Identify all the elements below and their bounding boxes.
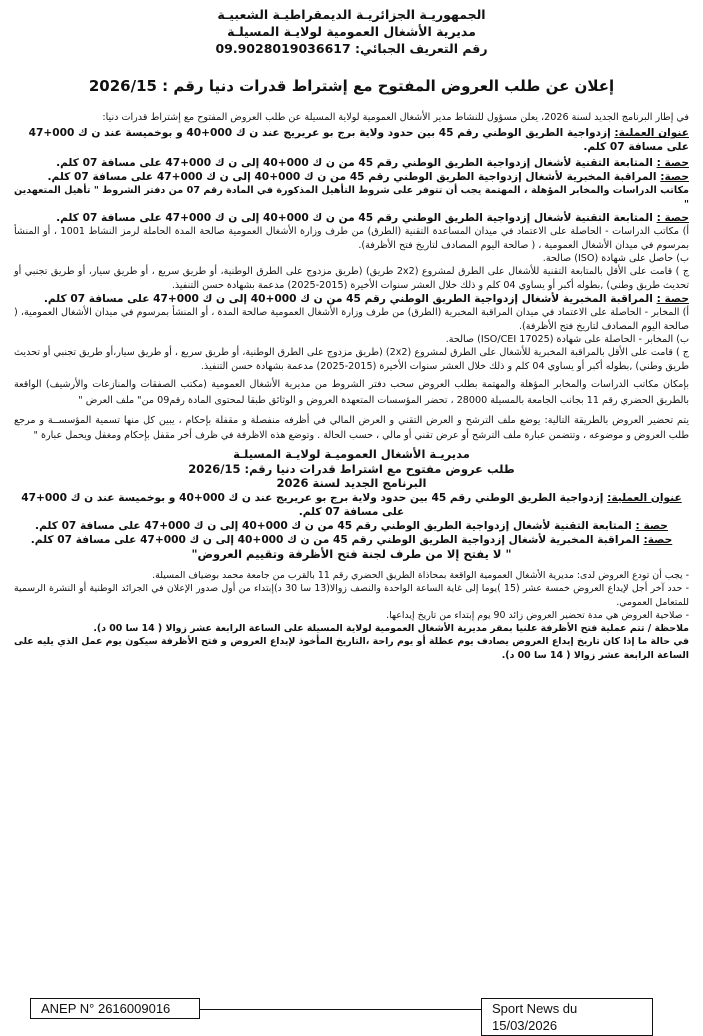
withdraw-paragraph: بإمكان مكاتب الدراسات والمخابر المؤهلة والمهتمة بطلب العروض سحب دفتر الشروط من مديرية الأشغال العمومية (مكتب الصفقات والمنازعات والأرشيف) الواقعة بالطريق الحضري رقم 11 بجانب الجامعة بالمسيلة 28000 ، تحضر المؤسسات المتعهدة العروض و الوثائق طبقا لمحتوى المادة رقم09 من" ملف العرض " <box>14 379 689 407</box>
envelope-directorate: مديريـة الأشغال العموميـة لولايـة المسيلـة <box>233 447 470 462</box>
section-2-title <box>14 292 689 306</box>
section-1-label: حصة : <box>656 212 689 225</box>
lot-1-text: المتابعة التقنية لأشغال إزدواجية الطريق الوطني رقم 45 من ن ك 000+40 إلى ن ك 000+47 على مسافة 07 كلم. <box>56 157 653 170</box>
note-opening: ملاحظة / تتم عملية فتح الأظرفة علنيا بمقر مديرية الأشغال العمومية لولاية المسيلة على الساعة الرابعة عشر زوالا ( 14 سا 00 د). <box>93 623 689 635</box>
section-1-item-a: أ) مكاتب الدراسات - الحاصلة على الاعتماد في ميدان المساعدة التقنية (الطرق) من طرف وزارة الأشغال العمومية صالحة المدة الحاملة لرمز النشاط 1001 ، أو المنشأ بمرسوم في ميدان الأشغال العمومية ، ( صالحة اليوم المصادف لتاريخ فتح الأظرفة). <box>14 226 689 251</box>
republic-title: الجمهوريـة الجزائريـة الديمقراطيـة الشعبيـة <box>217 7 486 22</box>
directorate-name: مديرية الأشغال العمومية لولايـة المسيلـة <box>227 24 476 39</box>
lot-1 <box>14 156 689 170</box>
publication-source: Sport News du 15/03/2026 <box>481 998 653 1036</box>
envelope-block <box>14 447 689 561</box>
envelope-operation-text: إزدواجية الطريق الوطني رقم 45 بين حدود ولاية برج بو عريريج عند ن ك 000+40 و بوخميسة عند ن ك 000+47 على مسافة 07 كلم. <box>21 491 604 518</box>
envelope-closing: " لا يفتح إلا من طرف لجنة فتح الأظرفة وتقييم العروض" <box>191 546 512 561</box>
envelope-paragraph: يتم تحضير العروض بالطريقة التالية: يوضع ملف الترشح و العرض التقني و العرض المالي في أظرفه منفصلة و مقفلة بإحكام ، يبين كل منها تسمية المؤسســة و مرجع طلب العروض و موضوعه ، وتتضمن عبارة ملف الترشح أو عرض تقني أو مالي ، حسب الحالة . وتوضع هذه الاظرفة في ظرف أخر مقفل بإحكام ومغفل ويحمل عبارة " <box>14 415 689 442</box>
footer-divider <box>200 1009 481 1010</box>
document-header <box>14 6 689 57</box>
section-1-item-c: ج ) قامت على الأقل بالمتابعة التقنية للأشغال على الطرق لمشروع (2x2 طريق) (طريق مزدوج على الطرق الوطنية، أو طريق سريع ، أو طريق سيار، أو طريق تجنبي أو تحديث طريق وطني) ,بطوله أكبر أو يساوي 04 كلم و ذلك خلال العشر سنوات الأخيرة (2015-2025) مدعمة بشهادة حسن التنفيذ. <box>14 266 690 291</box>
envelope-lot-1 <box>14 519 689 533</box>
lot-1-label: حصة : <box>656 157 689 170</box>
envelope-program: البرنامج الجديد لسنة 2026 <box>276 476 427 491</box>
section-1-item-b: ب) حاصل على شهادة (ISO) صالحة. <box>542 253 689 265</box>
envelope-tender-ref: طلب عروض مفتوح مع اشتراط قدرات دنيا رقم: 2026/15 <box>188 461 515 476</box>
envelope-operation-label: عنوان العملية: <box>607 491 682 504</box>
section-1-title <box>14 211 689 225</box>
operation-label: عنوان العملية: <box>614 127 689 140</box>
operation-text: إزدواجية الطريق الوطني رقم 45 بين حدود ولاية برج بو عريريج عند ن ك 000+40 و بوخميسة عند ن ك 000+47 على مسافة 07 كلم. <box>28 127 689 154</box>
section-2-item-a: أ) المخابر - الحاصلة على الاعتماد في ميدان المراقبة المخبرية (الطرق) من طرف وزارة الأشغال العمومية صالحة المدة ، أو المنشأ بمرسوم في ميدان الأشغال العمومية، ( صالحة اليوم المصادف لتاريخ فتح الأظرفة). <box>14 307 689 332</box>
envelope-lot-2 <box>14 533 689 547</box>
announcement-body <box>14 111 689 443</box>
operation-title <box>14 126 689 154</box>
envelope-lot-1-label: حصة : <box>635 519 668 532</box>
lot-2 <box>14 170 689 184</box>
lot-2-text: المراقبة المخبرية لأشغال إزدواجية الطريق الوطني رقم 45 من ن ك 000+40 إلى ن ك 000+47 على مسافة 07 كلم. <box>47 171 657 184</box>
envelope-lot-2-text: المراقبة المخبرية لأشغال إزدواجية الطريق الوطني رقم 45 من ن ك 000+40 إلى ن ك 000+47 على مسافة 07 كلم. <box>30 533 640 546</box>
section-1-text: المتابعة التقنية لأشغال إزدواجية الطريق الوطني رقم 45 من ن ك 000+40 إلى ن ك 000+47 على مسافة 07 كلم. <box>56 212 653 225</box>
note-validity: - صلاحية العروض هي مدة تحضير العروض زائد 90 يوم إبتداء من تاريخ إيداعها. <box>386 609 689 621</box>
section-2-item-c: ج ) قامت على الأقل بالمراقبة المخبرية للأشغال على الطرق لمشروع (2x2) (طريق مزدوج على الطرق الوطنية، أو طريق سريع ، أو طريق سيار،أو طريق تجنبي أو تحديث طريق وطني) ,بطوله أكبر أو يساوي 04 كلم و ذلك خلال العشر سنوات الأخيرة (2015-2025) مدعمة بشهادة حسن التنفيذ. <box>14 347 690 372</box>
note-deadline: - حدد آخر أجل لإيداع العروض خمسة عشر (15 )يوما إلى غاية الساعة الواحدة والنصف زوالا(13 سا 30 د)إبتداء من أول صدور الإعلان في الجرائد الوطنية أو النشرة الرسمية للمتعامل العمومي. <box>14 583 689 608</box>
section-2-item-b: ب) المخابر - الحاصلة على شهادة (ISO/CEI 17025) صالحة. <box>445 334 689 346</box>
note-holiday: في حالة ما إذا كان تاريخ إيداع العروض يصادف يوم عطلة أو يوم راحة ،التاريخ المأخوذ لإيداع العروض و فتح الأظرفة سيكون يوم عمل الذي يليه على الساعة الرابعة عشر زوالا ( 14 سا 00 د). <box>14 636 689 661</box>
footer <box>30 998 653 1033</box>
notes-block <box>14 569 689 661</box>
section-2-text: المراقبة المخبرية لأشغال إزدواجية الطريق الوطني رقم 45 من ن ك 000+40 إلى ن ك 000+47 على مسافة 07 كلم. <box>43 293 653 306</box>
intro-paragraph: في إطار البرنامج الجديد لسنة 2026، يعلن مسؤول للنشاط مدير الأشغال العمومية لولاية المسيلة عن طلب العروض المفتوح مع إشتراط قدرات دنيا: <box>102 112 689 123</box>
lot-2-label: حصة: <box>660 171 689 184</box>
eligibility-paragraph: مكاتب الدراسات والمخابر المؤهلة ، المهتمة يجب أن تتوفر على شروط التأهيل المذكورة في المادة رقم 07 من دفتر الشروط " تأهيل المتعهدين " <box>14 185 689 210</box>
envelope-operation <box>14 491 689 519</box>
note-deposit-place: - يجب أن تودع العروض لدى: مديرية الأشغال العمومية الواقعة بمحاذاة الطريق الحضري رقم 11 بالقرب من جامعة محمد بوضياف المسيلة. <box>152 570 689 582</box>
envelope-lot-2-label: حصة: <box>643 533 673 546</box>
section-2-label: حصة : <box>656 293 689 306</box>
tax-id: رقم التعريف الجبائي: 09.9028019036617 <box>215 41 488 56</box>
anep-number: ANEP N° 2616009016 <box>30 998 200 1019</box>
envelope-lot-1-text: المتابعة التقنية لأشغال إزدواجية الطريق الوطني رقم 45 من ن ك 000+40 إلى ن ك 000+47 على مسافة 07 كلم. <box>35 519 632 532</box>
announcement-title: إعلان عن طلب العروض المفتوح مع إشتراط قدرات دنيا رقم : 2026/15 <box>88 77 615 95</box>
